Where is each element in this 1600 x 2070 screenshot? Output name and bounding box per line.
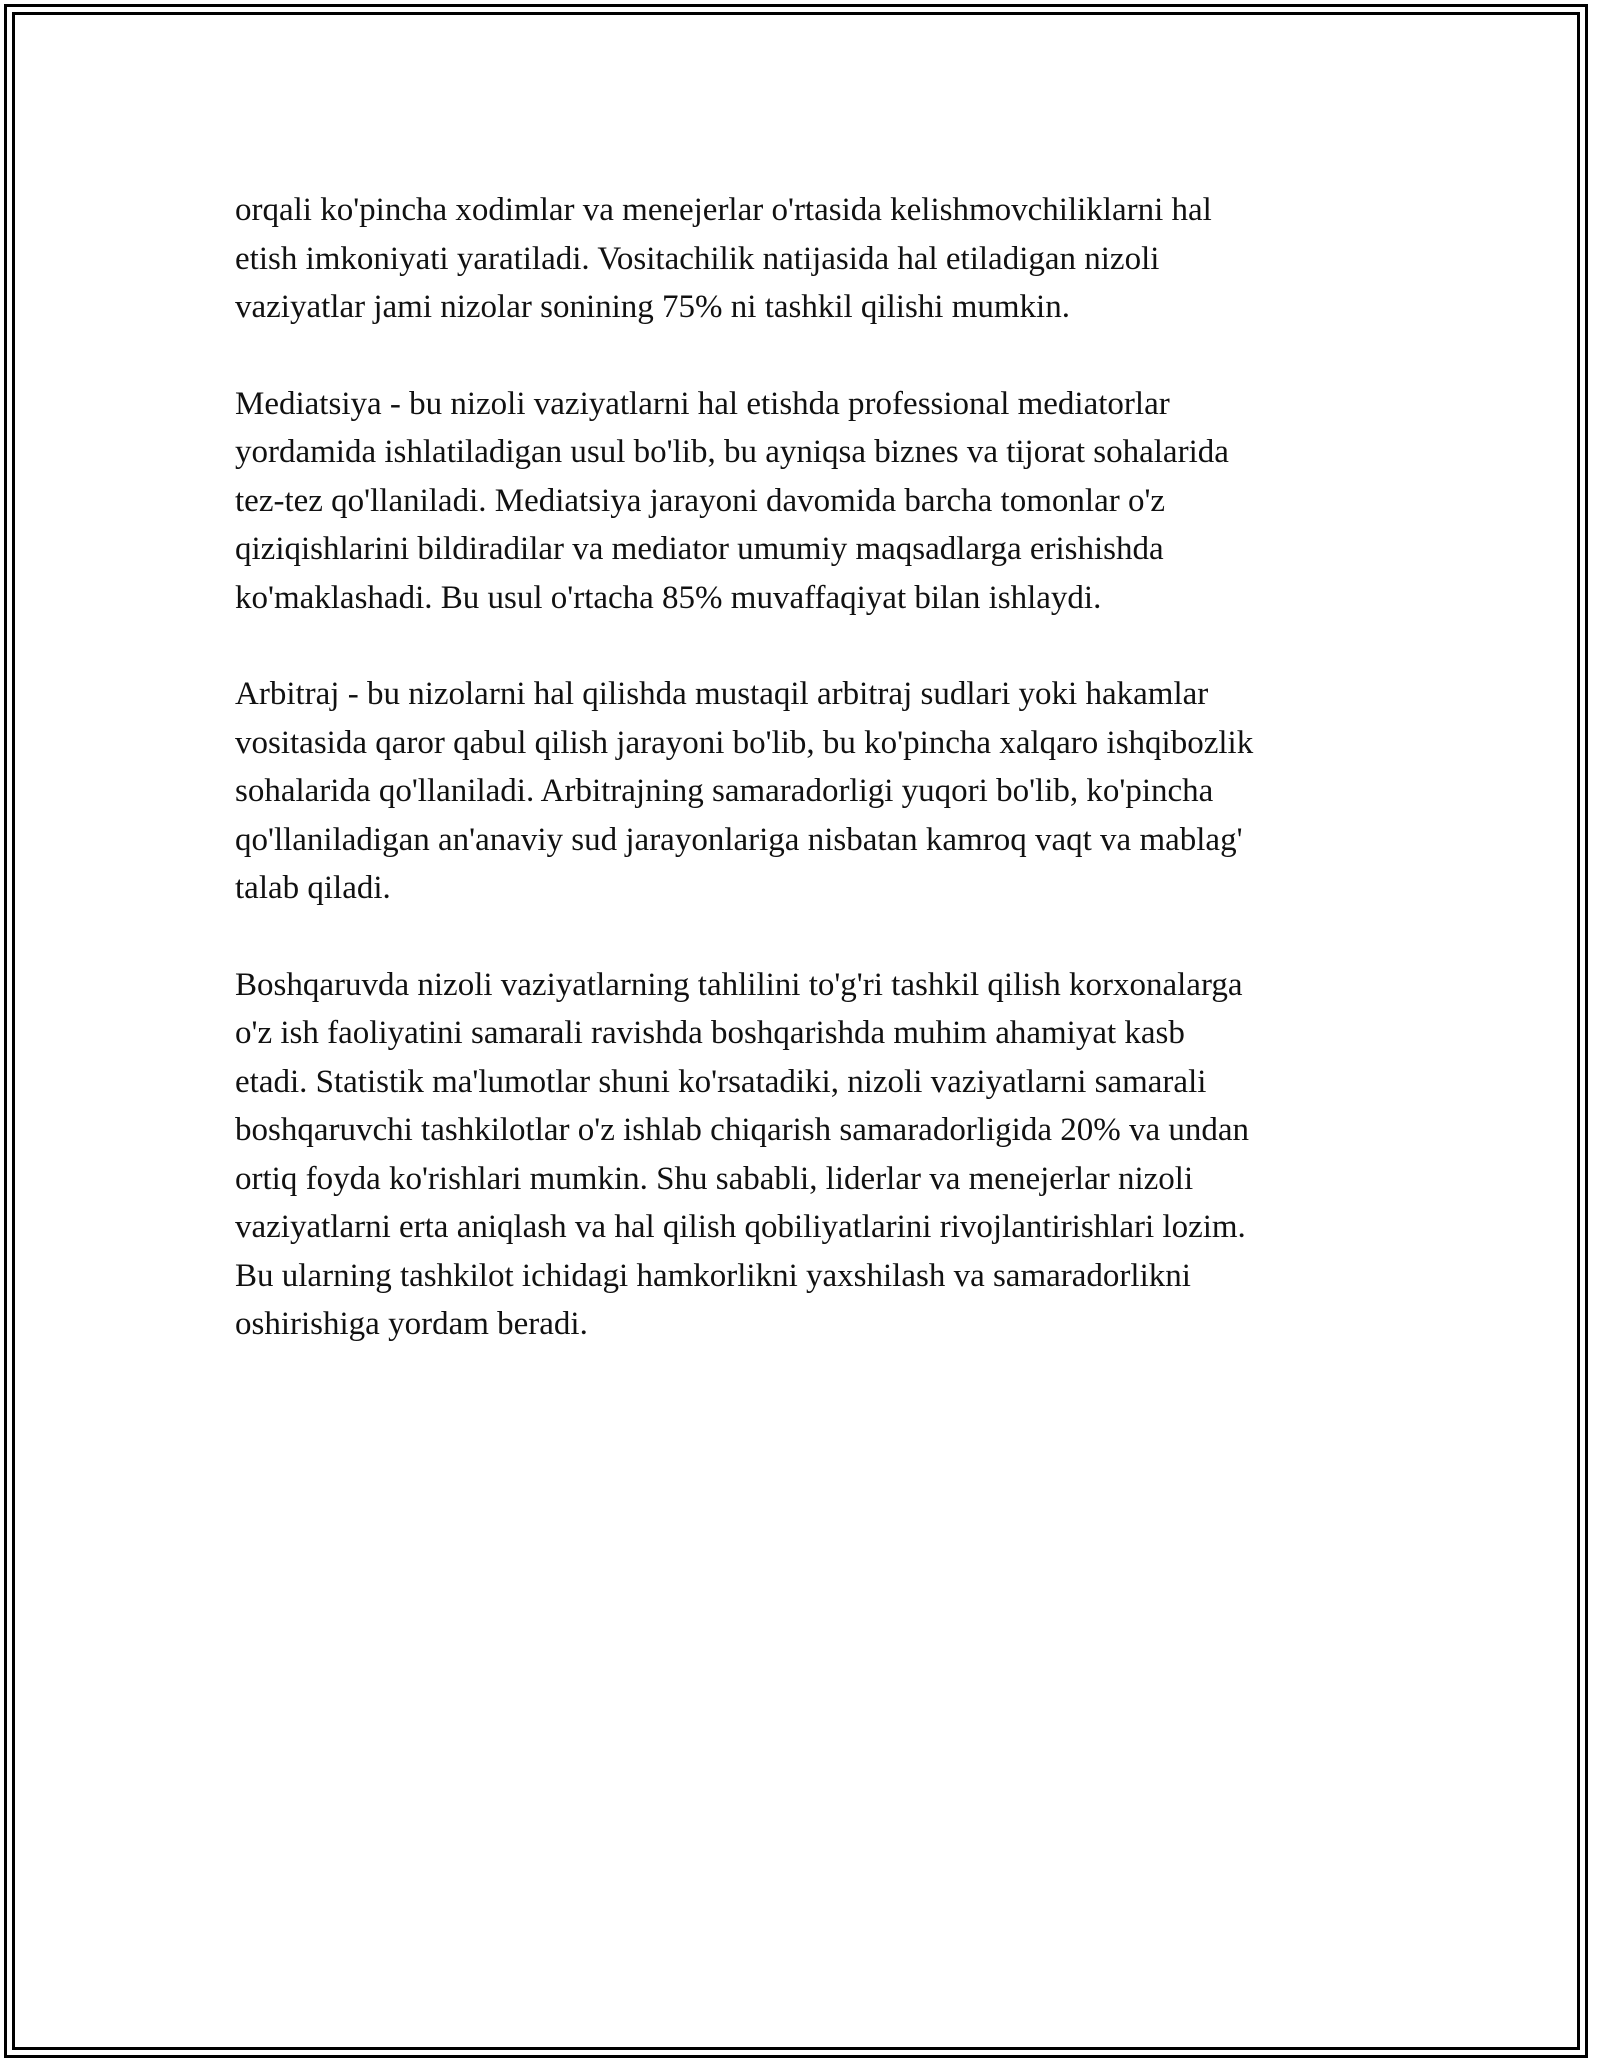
- text-line: ortiq foyda ko'rishlari mumkin. Shu sababli, liderlar va menejerlar nizoli: [235, 1160, 1194, 1197]
- paragraph-2: [235, 380, 1375, 623]
- text-line: sohalarida qo'llaniladi. Arbitrajning samaradorligi yuqori bo'lib, ko'pincha: [235, 773, 1214, 809]
- text-line: yordamida ishlatiladigan usul bo'lib, bu ayniqsa biznes va tijorat sohalarida: [235, 434, 1229, 470]
- text-line: talab qiladi.: [235, 870, 391, 906]
- text-line: oshirishiga yordam beradi.: [235, 1306, 588, 1342]
- text-line: Boshqaruvda nizoli vaziyatlarning tahlilini to'g'ri tashkil qilish korxonalarga: [235, 966, 1243, 1003]
- text-line: ko'maklashadi. Bu usul o'rtacha 85% muvaffaqiyat bilan ishlaydi.: [235, 579, 1102, 616]
- text-line: qiziqishlarini bildiradilar va mediator umumiy maqsadlarga erishishda: [235, 531, 1164, 567]
- text-line: Mediatsiya - bu nizoli vaziyatlarni hal etishda professional mediatorlar: [235, 385, 1170, 422]
- text-line: etish imkoniyati yaratiladi. Vositachilik natijasida hal etiladigan nizoli: [235, 240, 1160, 277]
- paragraph-3: [235, 670, 1375, 913]
- text-line: Arbitraj - bu nizolarni hal qilishda mustaqil arbitraj sudlari yoki hakamlar: [235, 676, 1209, 712]
- text-line: Bu ularning tashkilot ichidagi hamkorlikni yaxshilash va samaradorlikni: [235, 1257, 1191, 1294]
- text-line: vaziyatlarni erta aniqlash va hal qilish qobiliyatlarini rivojlantirishlari lozim.: [235, 1209, 1246, 1245]
- text-line: qo'llaniladigan an'anaviy sud jarayonlariga nisbatan kamroq vaqt va mablag': [235, 821, 1243, 858]
- paragraph-1: [235, 186, 1375, 332]
- text-line: o'z ish faoliyatini samarali ravishda boshqarishda muhim ahamiyat kasb: [235, 1015, 1185, 1051]
- document-body: [235, 186, 1375, 1397]
- paragraph-4: [235, 961, 1375, 1349]
- text-line: tez-tez qo'llaniladi. Mediatsiya jarayoni davomida barcha tomonlar o'z: [235, 482, 1166, 519]
- text-line: orqali ko'pincha xodimlar va menejerlar o'rtasida kelishmovchiliklarni hal: [235, 192, 1212, 228]
- text-line: vositasida qaror qabul qilish jarayoni bo'lib, bu ko'pincha xalqaro ishqibozlik: [235, 724, 1254, 761]
- text-line: boshqaruvchi tashkilotlar o'z ishlab chiqarish samaradorligida 20% va undan: [235, 1112, 1250, 1148]
- text-line: vaziyatlar jami nizolar sonining 75% ni tashkil qilishi mumkin.: [235, 289, 1070, 325]
- text-line: etadi. Statistik ma'lumotlar shuni ko'rsatadiki, nizoli vaziyatlarni samarali: [235, 1063, 1207, 1100]
